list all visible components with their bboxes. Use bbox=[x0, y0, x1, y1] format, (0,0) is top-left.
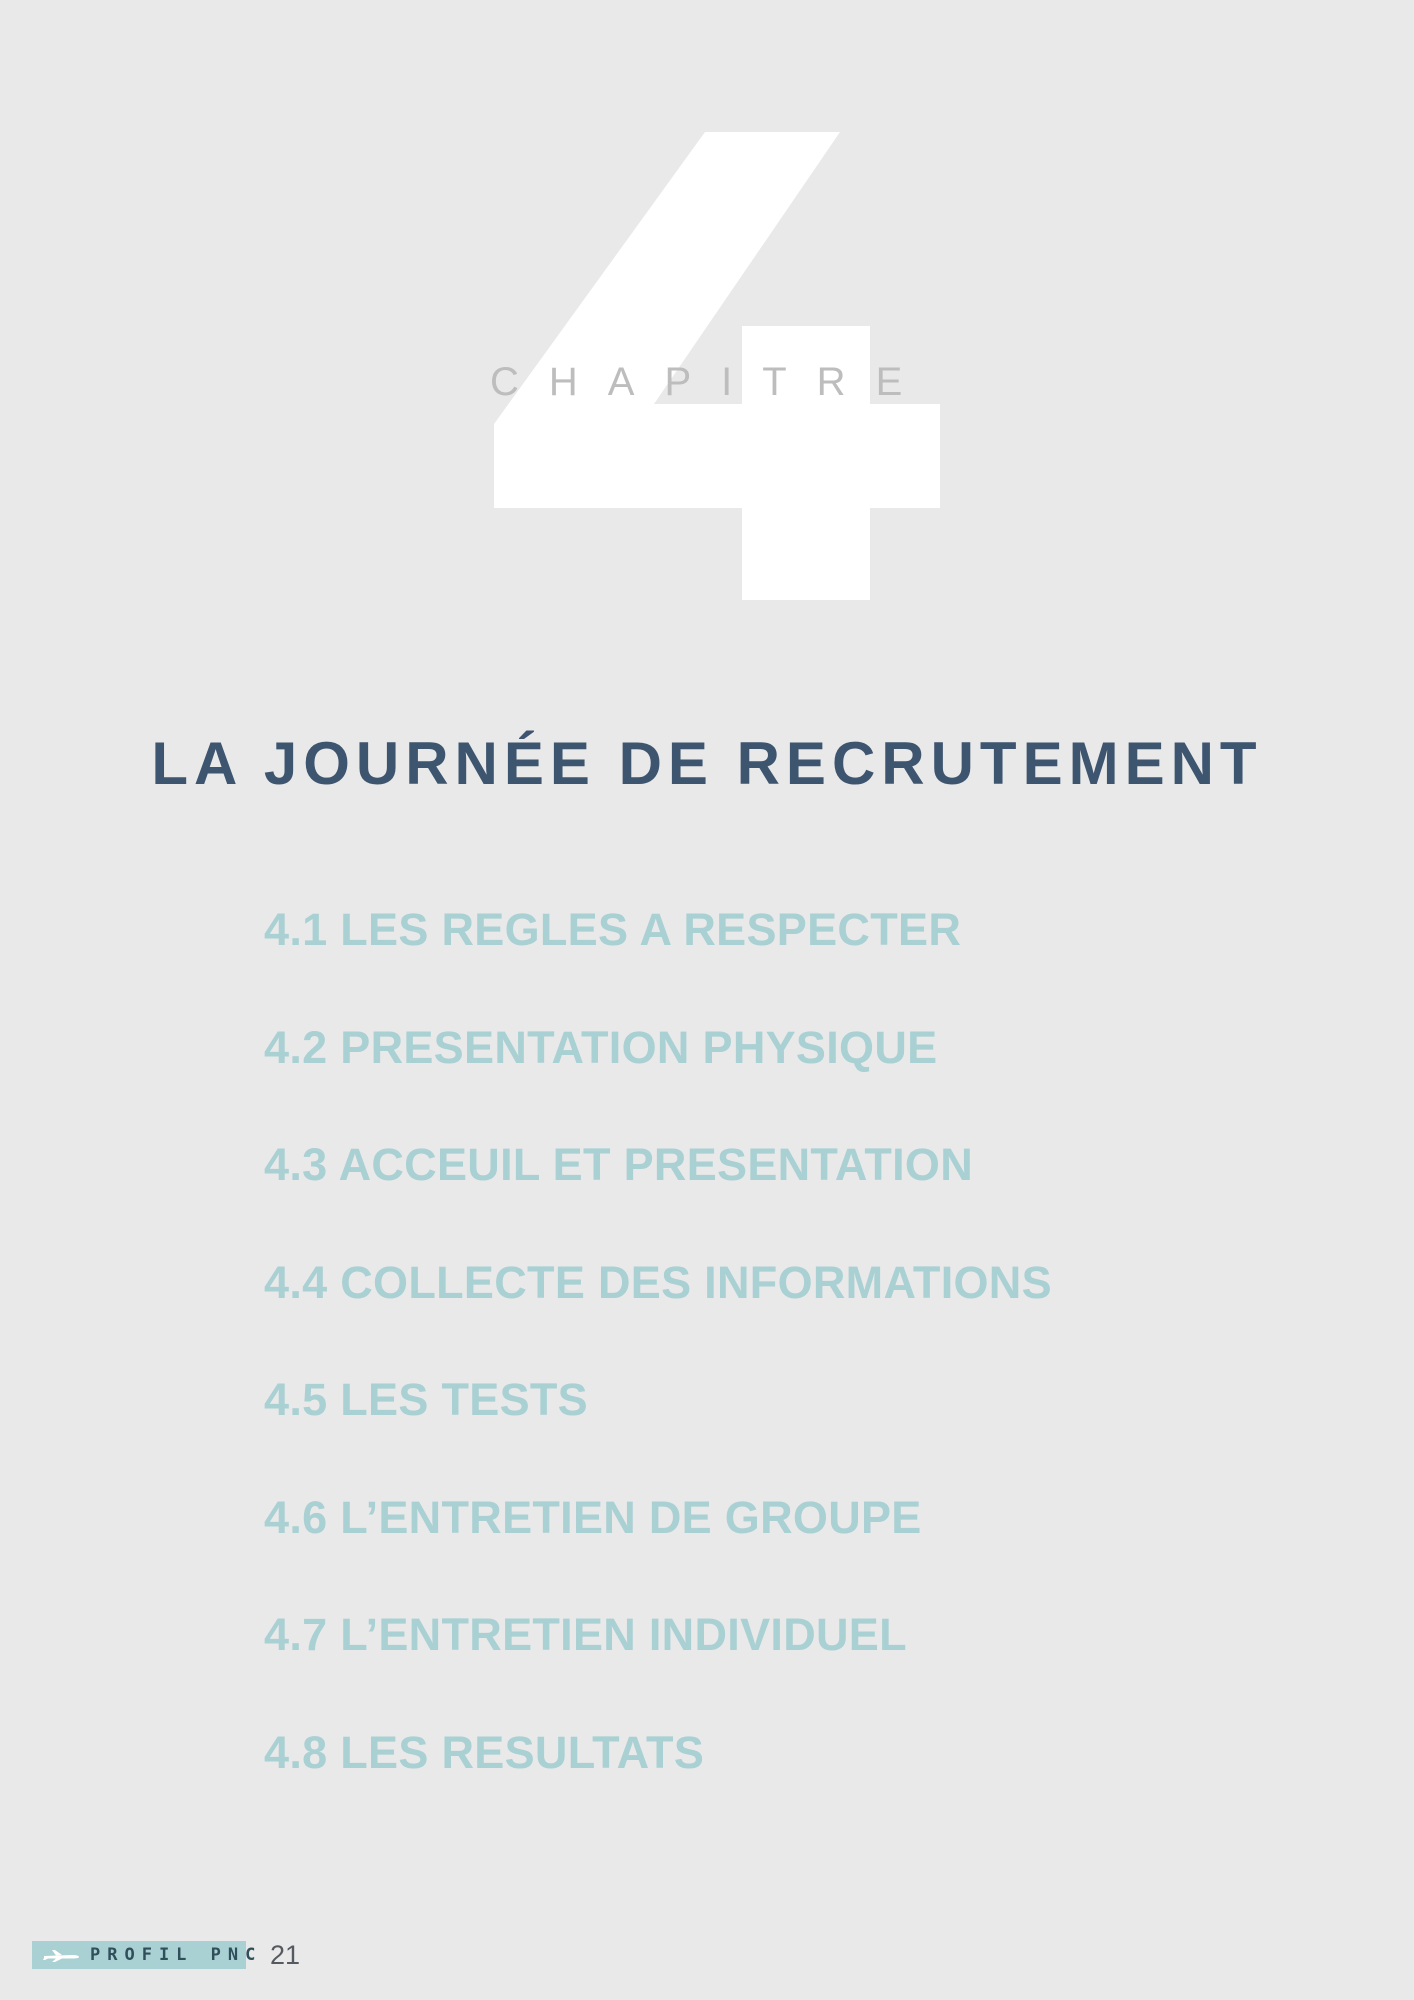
airplane-icon bbox=[42, 1947, 80, 1963]
toc-item-4-8[interactable]: 4.8 LES RESULTATS bbox=[264, 1726, 705, 1778]
toc-item-4-3[interactable]: 4.3 ACCEUIL ET PRESENTATION bbox=[264, 1139, 974, 1190]
toc-item-4-1[interactable]: 4.1 LES REGLES A RESPECTER bbox=[264, 904, 962, 955]
chapter-title: LA JOURNÉE DE RECRUTEMENT bbox=[151, 730, 1263, 797]
toc-item-4-6[interactable]: 4.6 L’ENTRETIEN DE GROUPE bbox=[264, 1491, 922, 1543]
toc-item-4-5[interactable]: 4.5 LES TESTS bbox=[264, 1374, 588, 1425]
toc-item-4-4[interactable]: 4.4 COLLECTE DES INFORMATIONS bbox=[264, 1256, 1052, 1308]
toc-item-4-7[interactable]: 4.7 L’ENTRETIEN INDIVIDUEL bbox=[264, 1609, 907, 1660]
table-of-contents bbox=[264, 900, 1364, 1840]
page-number: 21 bbox=[270, 1940, 301, 1970]
chapter-label: CHAPITRE bbox=[490, 360, 933, 404]
brand-name: PROFIL PNC bbox=[90, 1945, 263, 1965]
page-footer bbox=[32, 1940, 300, 1970]
brand-badge bbox=[32, 1941, 263, 1969]
toc-item-4-2[interactable]: 4.2 PRESENTATION PHYSIQUE bbox=[264, 1021, 938, 1073]
